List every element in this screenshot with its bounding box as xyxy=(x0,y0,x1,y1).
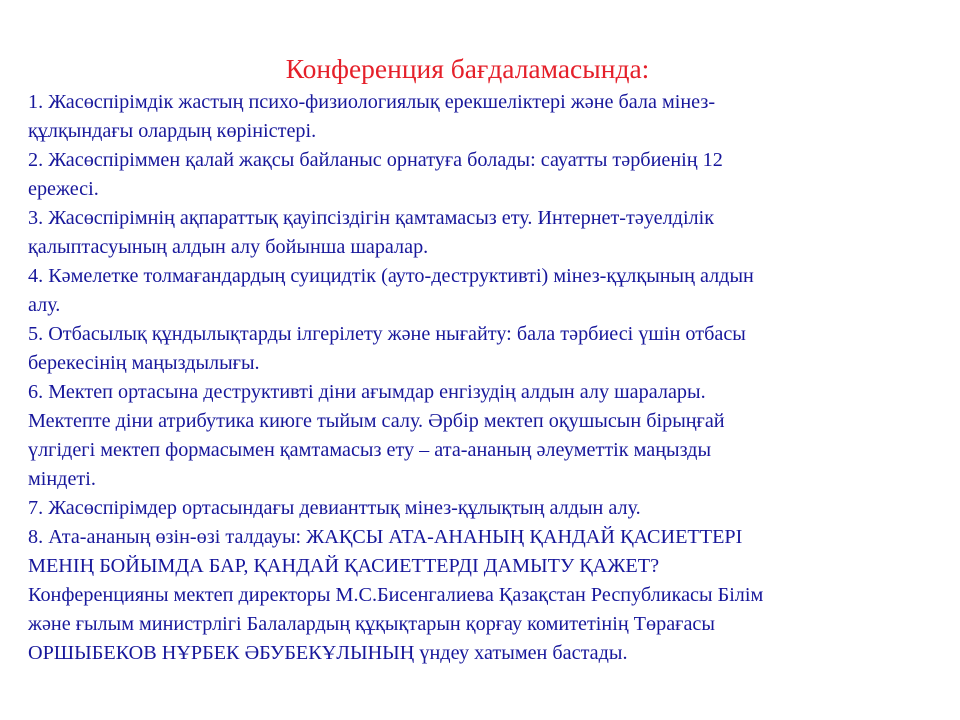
body-line: қалыптасуының алдын алу бойынша шаралар. xyxy=(28,236,429,258)
body-line: ережесі. xyxy=(28,178,99,200)
body-line: 6. Мектеп ортасына деструктивті діни ағымдар енгізудің алдын алу шаралары. xyxy=(28,381,706,403)
body-line: құлқындағы олардың көріністері. xyxy=(28,120,317,142)
body-line: 3. Жасөспірімнің ақпараттық қауіпсіздігін қамтамасыз ету. Интернет-тәуелділік xyxy=(28,207,715,229)
body-line: берекесінің маңыздылығы. xyxy=(28,352,260,374)
body-line: үлгідегі мектеп формасымен қамтамасыз ету – ата-ананың әлеуметтік маңызды xyxy=(28,439,712,461)
body-line: алу. xyxy=(28,294,61,316)
body-line: міндеті. xyxy=(28,468,96,490)
body-line: Конференцияны мектеп директоры М.С.Бисенгалиева Қазақстан Республикасы Білім xyxy=(28,584,764,606)
body-line: 5. Отбасылық құндылықтарды ілгерілету және нығайту: бала тәрбиесі үшін отбасы xyxy=(28,323,746,345)
body-line: 2. Жасөспіріммен қалай жақсы байланыс орнатуға болады: сауатты тәрбиенің 12 xyxy=(28,149,723,171)
body-line: МЕНІҢ БОЙЫМДА БАР, ҚАНДАЙ ҚАСИЕТТЕРДІ ДАМЫТУ ҚАЖЕТ? xyxy=(28,555,660,577)
slide-body xyxy=(28,88,928,668)
body-line: ОРШЫБЕКОВ НҰРБЕК ӘБУБЕКҰЛЫНЫҢ үндеу хатымен бастады. xyxy=(28,642,628,664)
body-line: Мектепте діни атрибутика киюге тыйым салу. Әрбір мектеп оқушысын бірыңғай xyxy=(28,410,725,432)
body-line: 7. Жасөспірімдер ортасындағы девианттық мінез-құлықтың алдын алу. xyxy=(28,497,641,519)
body-line: 1. Жасөспірімдік жастың психо-физиологиялық ерекшеліктері және бала мінез- xyxy=(28,91,716,113)
body-line: 8. Ата-ананың өзін-өзі талдауы: ЖАҚСЫ АТА-АНАНЫҢ ҚАНДАЙ ҚАСИЕТТЕРІ xyxy=(28,526,743,548)
body-line: 4. Кәмелетке толмағандардың суицидтік (ауто-деструктивті) мінез-құлқының алдын xyxy=(28,265,754,287)
slide-title: Конференция бағдаламасында: xyxy=(285,53,650,84)
body-line: және ғылым министрлігі Балалардың құқықтарын қорғау комитетінің Төрағасы xyxy=(28,613,715,635)
